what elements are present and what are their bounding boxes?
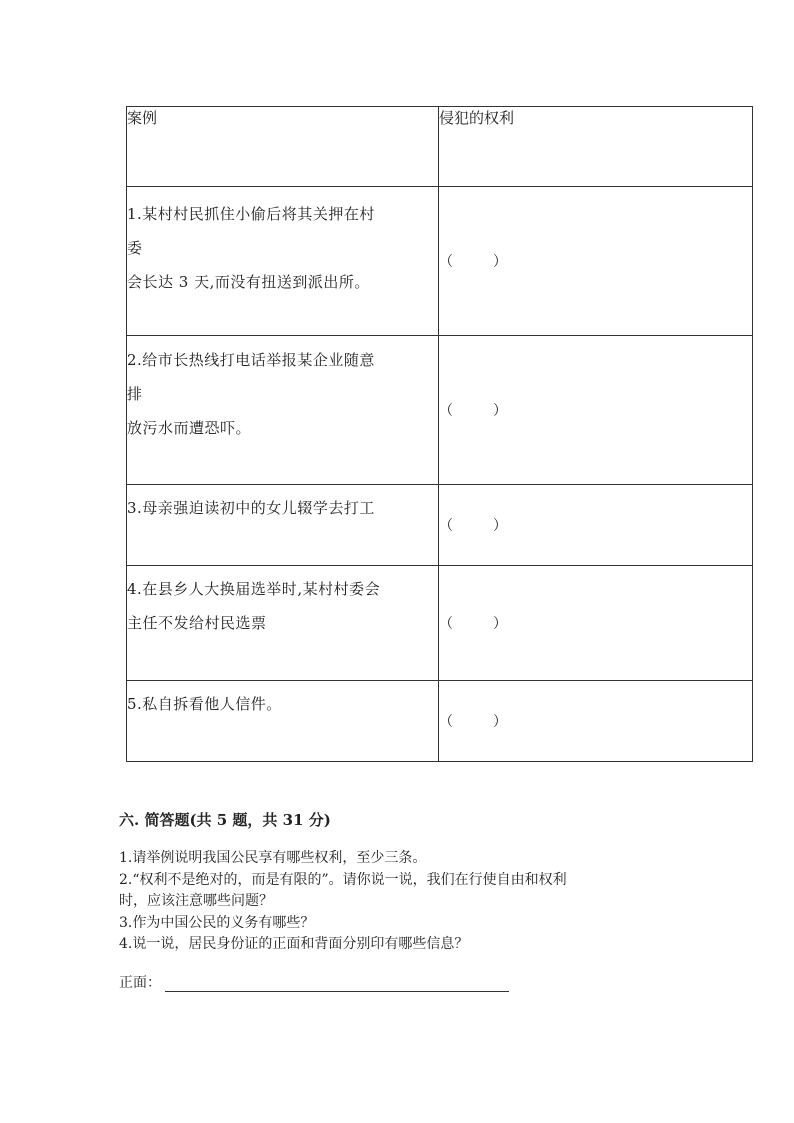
- answer-blank[interactable]: （ ）: [439, 566, 753, 681]
- question-item: 1.请举例说明我国公民享有哪些权利，至少三条。: [119, 850, 427, 866]
- section-title: 六. 简答题(共 5 题，共 31 分): [119, 811, 331, 829]
- table-row: [127, 681, 753, 762]
- answer-blank[interactable]: （ ）: [439, 187, 753, 336]
- case-text: 2.给市长热线打电话举报某企业随意 排 放污水而遭恐吓。: [127, 336, 439, 485]
- answer-label: 正面：: [119, 975, 161, 991]
- question-item: 时，应该注意哪些问题？: [119, 893, 273, 909]
- question-item: 3.作为中国公民的义务有哪些？: [119, 914, 315, 931]
- case-text: 3.母亲强迫读初中的女儿辍学去打工: [127, 485, 439, 566]
- header-case: 案例: [127, 107, 439, 187]
- question-item: 4.说一说，居民身份证的正面和背面分别印有哪些信息？: [119, 936, 469, 952]
- answer-underline[interactable]: [165, 976, 509, 992]
- table-row: [127, 566, 753, 681]
- rights-case-table: [126, 106, 753, 762]
- question-list: [119, 848, 567, 956]
- table-row: [127, 485, 753, 566]
- answer-blank[interactable]: （ ）: [439, 485, 753, 566]
- answer-blank[interactable]: （ ）: [439, 336, 753, 485]
- case-text: 1.某村村民抓住小偷后将其关押在村 委 会长达 3 天,而没有扭送到派出所。: [127, 187, 439, 336]
- case-text: 5.私自拆看他人信件。: [127, 681, 439, 762]
- case-text: 4.在县乡人大换届选举时,某村村委会 主任不发给村民选票: [127, 566, 439, 681]
- answer-line-front: [119, 972, 509, 992]
- answer-blank[interactable]: （ ）: [439, 681, 753, 762]
- table-row: [127, 336, 753, 485]
- question-item: 2.“权利不是绝对的，而是有限的”。请你说一说，我们在行使自由和权利: [119, 871, 567, 888]
- table-header-row: [127, 107, 753, 187]
- header-right: 侵犯的权利: [439, 107, 753, 187]
- table-row: [127, 187, 753, 336]
